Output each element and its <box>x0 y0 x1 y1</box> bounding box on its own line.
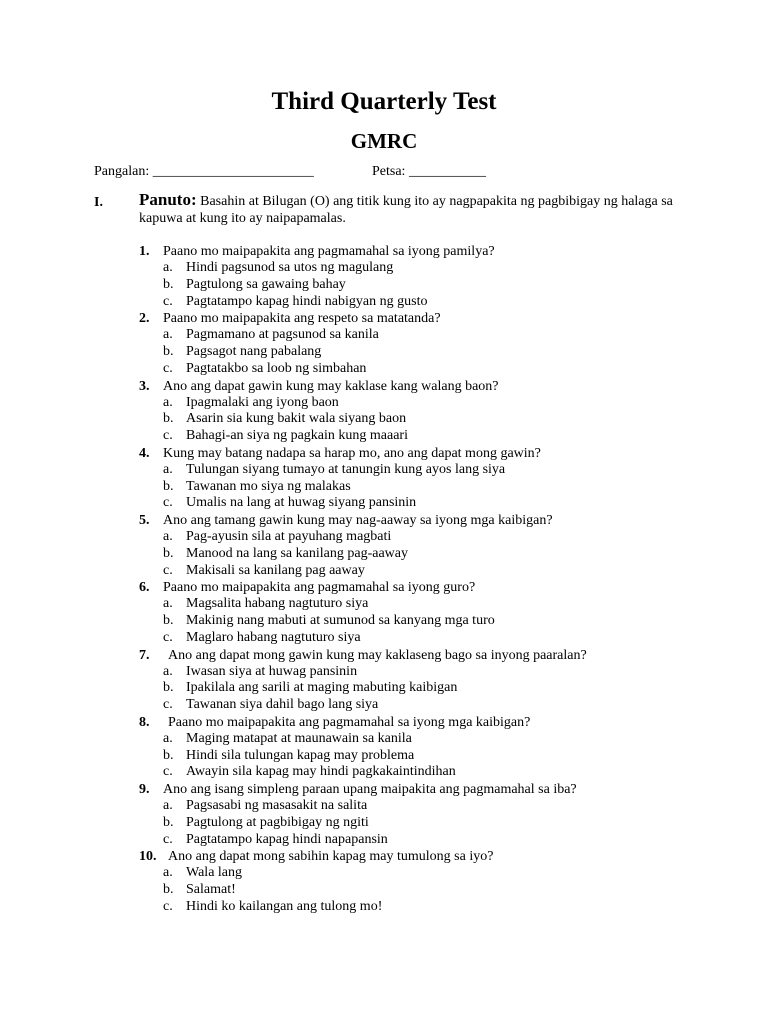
choice-letter: b. <box>163 882 174 897</box>
date-field-label: Petsa: ___________ <box>372 164 486 179</box>
answer-choice[interactable] <box>0 798 768 815</box>
answer-choice[interactable] <box>0 361 768 378</box>
answer-choice[interactable] <box>0 327 768 344</box>
question-item <box>0 378 768 395</box>
answer-choice[interactable] <box>0 462 768 479</box>
choice-letter: a. <box>163 394 173 410</box>
answer-choice[interactable] <box>0 680 768 697</box>
choice-text: Salamat! <box>186 882 236 897</box>
question-number: 2. <box>139 311 150 327</box>
choice-text: Pagtulong at pagbibigay ng ngiti <box>186 814 369 830</box>
question-number: 9. <box>139 782 150 797</box>
choice-letter: a. <box>163 529 173 544</box>
answer-choice[interactable] <box>0 529 768 546</box>
question-text: Ano ang dapat mong gawin kung may kaklaseng bago sa inyong paaralan? <box>168 647 587 663</box>
answer-choice[interactable] <box>0 563 768 580</box>
choice-letter: b. <box>163 344 174 359</box>
answer-choice[interactable] <box>0 260 768 277</box>
choice-letter: c. <box>163 495 173 511</box>
question-item <box>0 310 768 327</box>
choice-text: Hindi sila tulungan kapag may problema <box>186 747 415 763</box>
choice-text: Pagtatakbo sa loob ng simbahan <box>186 360 367 376</box>
choice-letter: a. <box>163 260 173 275</box>
choice-letter: c. <box>163 831 173 847</box>
choice-text: Asarin sia kung bakit wala siyang baon <box>186 411 407 427</box>
answer-choice[interactable] <box>0 479 768 496</box>
question-list <box>0 243 768 916</box>
choice-letter: a. <box>163 798 173 813</box>
choice-letter: b. <box>163 680 174 696</box>
section-number: I. <box>94 195 103 210</box>
choice-text: Pagsagot nang pabalang <box>186 344 322 359</box>
choice-text: Hindi pagsunod sa utos ng magulang <box>186 260 394 275</box>
question-text: Paano mo maipapakita ang pagmamahal sa iyong pamilya? <box>163 244 495 259</box>
choice-text: Ipakilala ang sarili at maging mabuting kaibigan <box>186 680 458 696</box>
question-number: 3. <box>139 378 150 394</box>
choice-text: Magsalita habang nagtuturo siya <box>186 596 369 612</box>
name-field-label: Pangalan: _______________________ <box>94 164 314 179</box>
subject-heading: GMRC <box>350 129 418 153</box>
choice-letter: a. <box>163 461 173 477</box>
question-item <box>0 579 768 596</box>
choice-text: Ipagmalaki ang iyong baon <box>186 394 339 410</box>
choice-text: Manood na lang sa kanilang pag-aaway <box>186 545 408 561</box>
question-item <box>0 647 768 664</box>
answer-choice[interactable] <box>0 411 768 428</box>
question-text: Ano ang dapat mong sabihin kapag may tumulong sa iyo? <box>168 849 494 865</box>
choice-text: Tulungan siyang tumayo at tanungin kung ayos lang siya <box>186 461 506 477</box>
question-number: 5. <box>139 513 150 528</box>
question-text: Paano mo maipapakita ang respeto sa matatanda? <box>163 311 441 327</box>
answer-choice[interactable] <box>0 882 768 899</box>
question-number: 7. <box>139 647 150 663</box>
choice-letter: c. <box>163 764 173 780</box>
choice-text: Hindi ko kailangan ang tulong mo! <box>186 898 383 914</box>
answer-choice[interactable] <box>0 697 768 714</box>
answer-choice[interactable] <box>0 395 768 412</box>
choice-text: Iwasan siya at huwag pansinin <box>186 663 358 679</box>
answer-choice[interactable] <box>0 630 768 647</box>
question-item <box>0 714 768 731</box>
choice-text: Pagmamano at pagsunod sa kanila <box>186 327 379 343</box>
answer-choice[interactable] <box>0 546 768 563</box>
question-text: Ano ang dapat gawin kung may kaklase kang walang baon? <box>163 378 499 394</box>
answer-choice[interactable] <box>0 815 768 832</box>
directions <box>139 191 679 227</box>
choice-letter: b. <box>163 747 174 763</box>
answer-choice[interactable] <box>0 748 768 765</box>
question-item <box>0 512 768 529</box>
choice-text: Wala lang <box>186 865 243 881</box>
answer-choice[interactable] <box>0 832 768 849</box>
choice-letter: b. <box>163 545 174 561</box>
answer-choice[interactable] <box>0 495 768 512</box>
choice-letter: c. <box>163 697 173 712</box>
choice-text: Makisali sa kanilang pag aaway <box>186 562 365 578</box>
directions-text: Basahin at Bilugan (O) ang titik kung ito ay nagpapakita ng pagbibigay ng halaga sa kapuwa at kung ito ay naipapamalas. <box>139 194 673 226</box>
choice-text: Pagtulong sa gawaing bahay <box>186 276 346 292</box>
question-text: Ano ang isang simpleng paraan upang maipakita ang pagmamahal sa iba? <box>163 782 577 797</box>
choice-letter: a. <box>163 730 173 746</box>
choice-letter: b. <box>163 411 174 427</box>
question-text: Ano ang tamang gawin kung may nag-aaway sa iyong mga kaibigan? <box>163 513 553 528</box>
question-item <box>0 445 768 462</box>
choice-letter: a. <box>163 865 173 881</box>
answer-choice[interactable] <box>0 764 768 781</box>
question-number: 1. <box>139 244 150 259</box>
answer-choice[interactable] <box>0 731 768 748</box>
question-text: Paano mo maipapakita ang pagmamahal sa iyong mga kaibigan? <box>168 714 531 730</box>
question-number: 10. <box>139 849 157 865</box>
answer-choice[interactable] <box>0 865 768 882</box>
question-item <box>0 243 768 260</box>
choice-text: Pagsasabi ng masasakit na salita <box>186 798 368 813</box>
question-number: 6. <box>139 580 150 596</box>
answer-choice[interactable] <box>0 277 768 294</box>
choice-letter: c. <box>163 898 173 914</box>
answer-choice[interactable] <box>0 596 768 613</box>
page-title: Third Quarterly Test <box>271 88 497 115</box>
choice-text: Awayin sila kapag may hindi pagkakaintindihan <box>186 764 456 780</box>
answer-choice[interactable] <box>0 899 768 916</box>
answer-choice[interactable] <box>0 294 768 311</box>
choice-letter: c. <box>163 293 173 309</box>
choice-text: Makinig nang mabuti at sumunod sa kanyang mga turo <box>186 613 495 628</box>
choice-text: Pagtatampo kapag hindi nabigyan ng gusto <box>186 293 428 309</box>
choice-text: Maging matapat at maunawain sa kanila <box>186 730 412 746</box>
directions-label: Panuto: <box>139 190 197 209</box>
answer-choice[interactable] <box>0 613 768 630</box>
choice-text: Bahagi-an siya ng pagkain kung maaari <box>186 428 408 443</box>
answer-choice[interactable] <box>0 344 768 361</box>
choice-letter: c. <box>163 562 173 578</box>
choice-letter: c. <box>163 629 173 645</box>
choice-letter: c. <box>163 360 173 376</box>
question-number: 4. <box>139 445 150 461</box>
choice-text: Maglaro habang nagtuturo siya <box>186 629 361 645</box>
choice-text: Pag-ayusin sila at payuhang magbati <box>186 529 392 544</box>
choice-letter: a. <box>163 663 173 679</box>
choice-letter: b. <box>163 814 174 830</box>
choice-letter: a. <box>163 327 173 343</box>
choice-letter: a. <box>163 596 173 612</box>
answer-choice[interactable] <box>0 664 768 681</box>
choice-letter: c. <box>163 428 173 443</box>
question-text: Kung may batang nadapa sa harap mo, ano ang dapat mong gawin? <box>163 445 541 461</box>
choice-letter: b. <box>163 478 174 494</box>
question-text: Paano mo maipapakita ang pagmamahal sa iyong guro? <box>163 580 476 596</box>
choice-text: Pagtatampo kapag hindi napapansin <box>186 831 388 847</box>
question-number: 8. <box>139 714 150 730</box>
question-item <box>0 781 768 798</box>
choice-text: Umalis na lang at huwag siyang pansinin <box>186 495 417 511</box>
choice-text: Tawanan mo siya ng malakas <box>186 478 351 494</box>
question-item <box>0 848 768 865</box>
answer-choice[interactable] <box>0 428 768 445</box>
choice-letter: b. <box>163 276 174 292</box>
choice-text: Tawanan siya dahil bago lang siya <box>186 697 379 712</box>
choice-letter: b. <box>163 613 174 628</box>
